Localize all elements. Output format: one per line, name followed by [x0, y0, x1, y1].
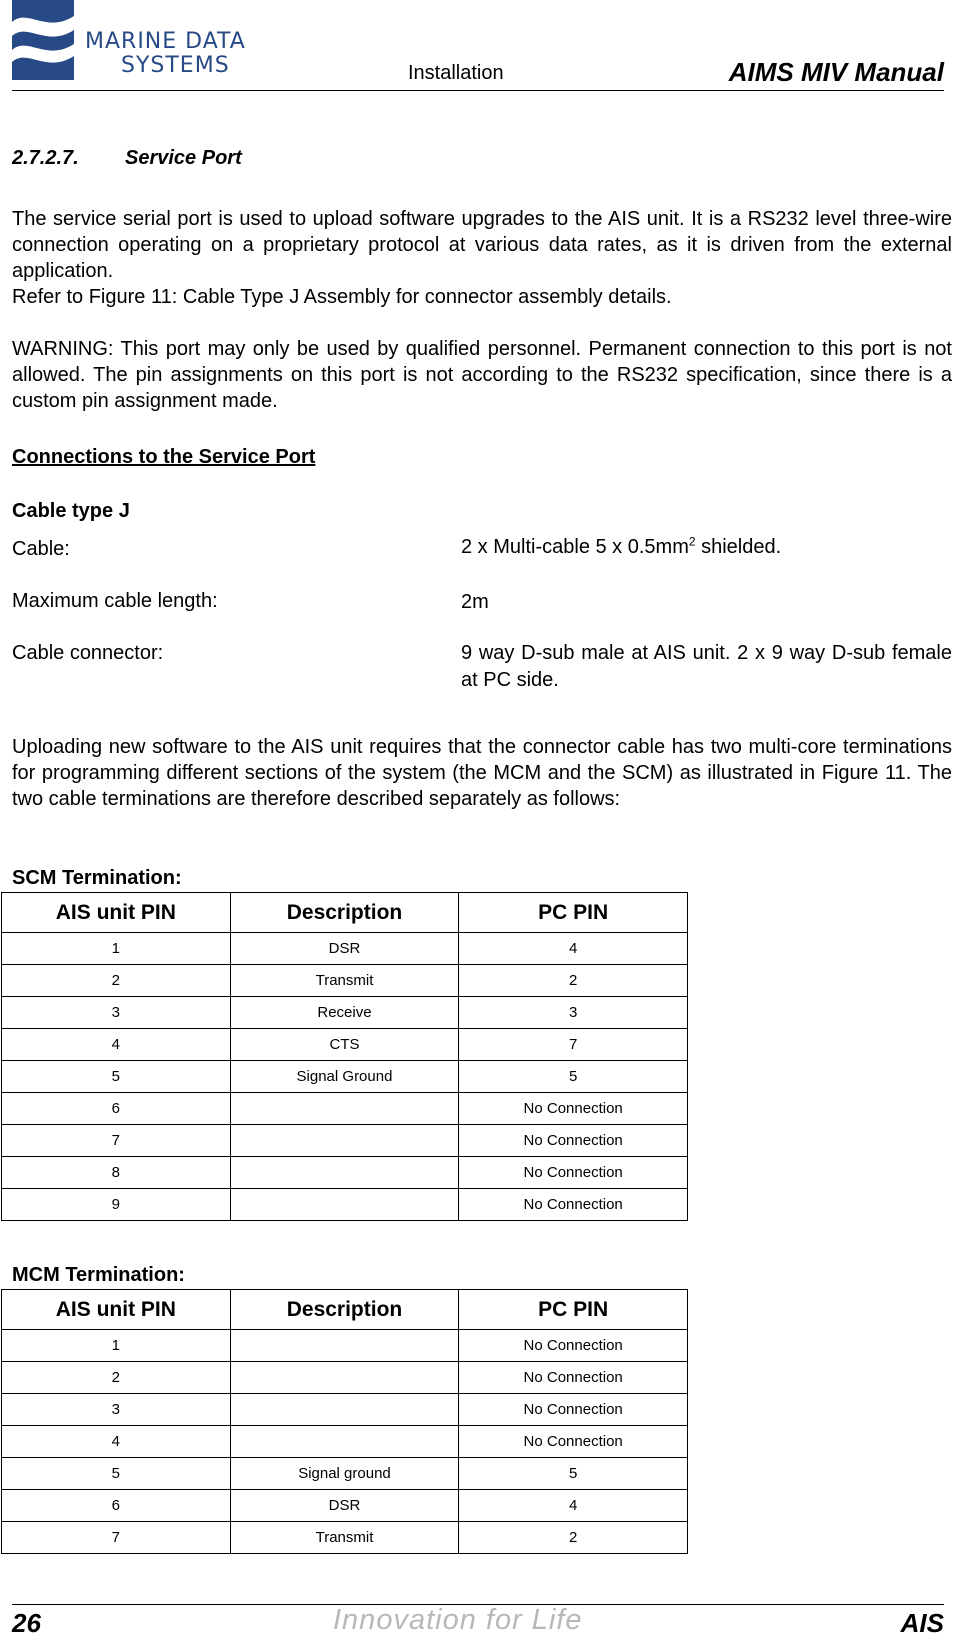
ais-pin-cell: 7	[2, 1125, 231, 1157]
cable-value	[461, 534, 952, 561]
description-cell: DSR	[230, 1490, 459, 1522]
ais-pin-cell: 8	[2, 1157, 231, 1189]
pc-pin-cell: 3	[459, 997, 688, 1029]
table-row	[2, 1426, 688, 1458]
pc-pin-cell: No Connection	[459, 1125, 688, 1157]
table-row	[2, 1125, 688, 1157]
ais-pin-cell: 7	[2, 1522, 231, 1554]
document-title: AIMS MIV Manual	[728, 57, 944, 87]
description-cell: Signal Ground	[230, 1061, 459, 1093]
pc-pin-cell: No Connection	[459, 1394, 688, 1426]
mcm-heading: MCM Termination:	[12, 1264, 185, 1286]
cable-value-superscript: 2	[688, 534, 696, 549]
table-row	[2, 1362, 688, 1394]
ais-pin-cell: 4	[2, 1426, 231, 1458]
cable-value-main: 2 x Multi-cable 5 x 0.5mm	[461, 536, 689, 558]
ais-pin-cell: 2	[2, 965, 231, 997]
pc-pin-cell: No Connection	[459, 1093, 688, 1125]
section-title: Service Port	[125, 147, 242, 169]
cable-label: Cable:	[12, 538, 70, 560]
length-label: Maximum cable length:	[12, 590, 218, 612]
intro-paragraph	[12, 206, 952, 310]
description-cell: CTS	[230, 1029, 459, 1061]
table-row	[2, 1029, 688, 1061]
pc-pin-cell: 4	[459, 933, 688, 965]
table-row	[2, 1093, 688, 1125]
ais-pin-cell: 5	[2, 1061, 231, 1093]
description-cell: Transmit	[230, 965, 459, 997]
intro-text: The service serial port is used to upload software upgrades to the AIS unit. It is a RS232 level three-wire connection operating on a proprietary protocol at various data rates, as it is driven from the external application.	[12, 208, 952, 282]
connector-value: 9 way D-sub male at AIS unit. 2 x 9 way D-sub female at PC side.	[461, 642, 952, 691]
ais-pin-cell: 1	[2, 933, 231, 965]
scm-header-row	[2, 893, 688, 933]
table-row	[2, 1189, 688, 1221]
description-cell	[230, 1426, 459, 1458]
table-row	[2, 933, 688, 965]
ais-pin-cell: 2	[2, 1362, 231, 1394]
ais-pin-cell: 4	[2, 1029, 231, 1061]
ais-pin-cell: 6	[2, 1490, 231, 1522]
mcm-col-ais-pin: AIS unit PIN	[2, 1290, 231, 1330]
pc-pin-cell: 7	[459, 1029, 688, 1061]
wave-logo-icon	[12, 0, 74, 80]
warning-paragraph: WARNING: This port may only be used by qualified personnel. Permanent connection to this port is not allowed. The pin assignments on this port is not according to the RS232 specification, since there is a custom pin assignment made.	[12, 338, 952, 412]
table-row	[2, 1490, 688, 1522]
mcm-col-description: Description	[230, 1290, 459, 1330]
mcm-col-pc-pin: PC PIN	[459, 1290, 688, 1330]
description-cell	[230, 1330, 459, 1362]
description-cell	[230, 1157, 459, 1189]
ais-pin-cell: 9	[2, 1189, 231, 1221]
scm-heading: SCM Termination:	[12, 867, 182, 889]
pc-pin-cell: 4	[459, 1490, 688, 1522]
scm-col-ais-pin: AIS unit PIN	[2, 893, 231, 933]
company-logo	[12, 0, 292, 85]
table-row	[2, 997, 688, 1029]
footer-slogan: Innovation for Life	[333, 1604, 583, 1636]
description-cell	[230, 1189, 459, 1221]
section-number: 2.7.2.7.	[12, 147, 79, 169]
pc-pin-cell: No Connection	[459, 1330, 688, 1362]
ais-pin-cell: 5	[2, 1458, 231, 1490]
ais-pin-cell: 6	[2, 1093, 231, 1125]
mcm-table	[1, 1289, 688, 1554]
cable-value-suffix: shielded.	[695, 536, 782, 558]
table-row	[2, 965, 688, 997]
ais-pin-cell: 3	[2, 997, 231, 1029]
description-cell	[230, 1362, 459, 1394]
logo-line-1: MARINE DATA	[85, 29, 246, 54]
mcm-header-row	[2, 1290, 688, 1330]
logo-wordmark	[85, 30, 246, 78]
cable-type-heading: Cable type J	[12, 500, 130, 522]
section-heading	[12, 147, 242, 170]
scm-table	[1, 892, 688, 1221]
connector-label: Cable connector:	[12, 642, 164, 664]
table-row	[2, 1061, 688, 1093]
figure-reference: Refer to Figure 11: Cable Type J Assembly for connector assembly details.	[12, 286, 672, 308]
table-row	[2, 1394, 688, 1426]
logo-line-2: SYSTEMS	[121, 53, 230, 78]
page-number: 26	[12, 1608, 41, 1638]
pc-pin-cell: 5	[459, 1458, 688, 1490]
pc-pin-cell: No Connection	[459, 1189, 688, 1221]
upload-paragraph: Uploading new software to the AIS unit requires that the connector cable has two multi-core terminations for programming different sections of the system (the MCM and the SCM) as illustrated in Figure 11. The two cable terminations are therefore described separately as follows:	[12, 736, 952, 810]
description-cell: DSR	[230, 933, 459, 965]
description-cell: Signal ground	[230, 1458, 459, 1490]
description-cell	[230, 1394, 459, 1426]
pc-pin-cell: No Connection	[459, 1157, 688, 1189]
description-cell	[230, 1093, 459, 1125]
scm-col-description: Description	[230, 893, 459, 933]
description-cell: Receive	[230, 997, 459, 1029]
footer-section: AIS	[900, 1608, 944, 1638]
scm-col-pc-pin: PC PIN	[459, 893, 688, 933]
header-section: Installation	[408, 62, 504, 84]
pc-pin-cell: 2	[459, 1522, 688, 1554]
pc-pin-cell: 2	[459, 965, 688, 997]
table-row	[2, 1157, 688, 1189]
header-divider	[12, 90, 944, 91]
pc-pin-cell: 5	[459, 1061, 688, 1093]
table-row	[2, 1458, 688, 1490]
table-row	[2, 1522, 688, 1554]
description-cell: Transmit	[230, 1522, 459, 1554]
ais-pin-cell: 3	[2, 1394, 231, 1426]
pc-pin-cell: No Connection	[459, 1426, 688, 1458]
ais-pin-cell: 1	[2, 1330, 231, 1362]
description-cell	[230, 1125, 459, 1157]
length-value: 2m	[461, 591, 489, 613]
table-row	[2, 1330, 688, 1362]
connections-heading: Connections to the Service Port	[12, 446, 316, 468]
pc-pin-cell: No Connection	[459, 1362, 688, 1394]
